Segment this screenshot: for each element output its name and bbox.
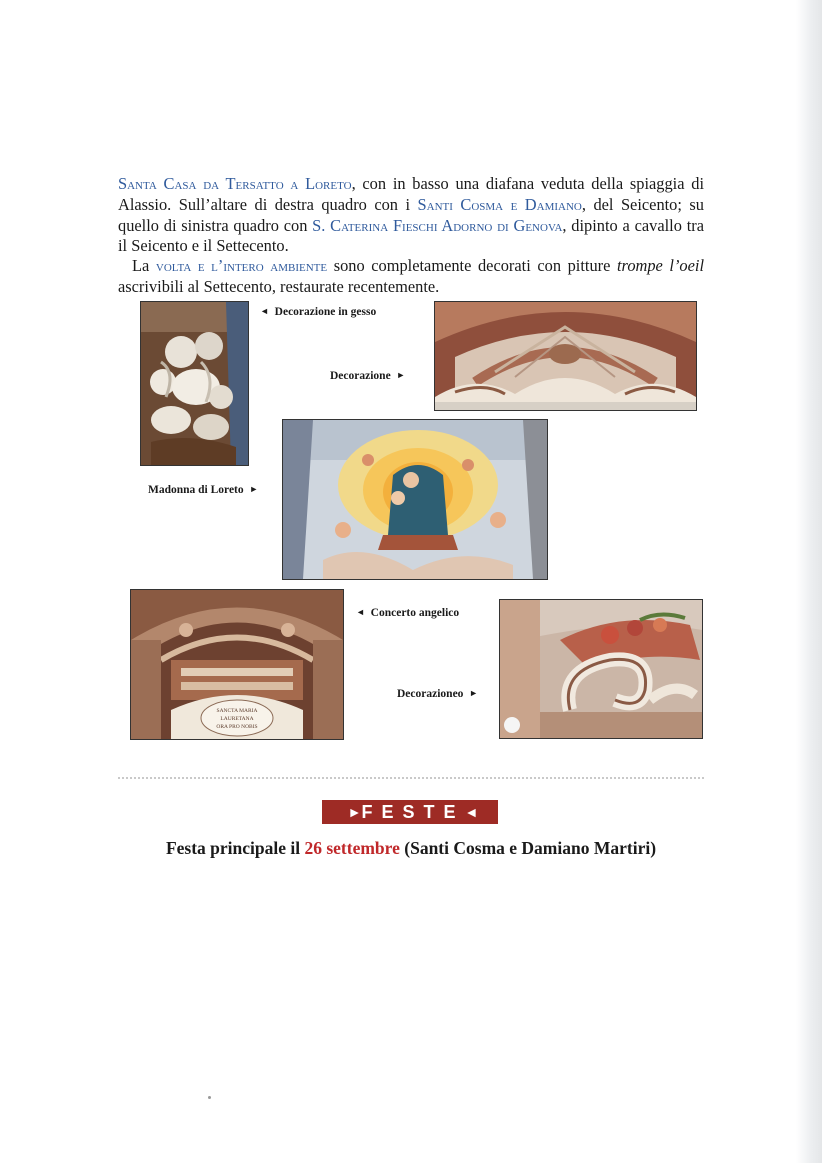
arrow-left-icon: ◄ [260,306,269,316]
paragraph-text: , dipinto a cavallo tra il Seicento e il Settecento. [118,215,704,256]
dotted-divider [118,777,704,779]
page-edge-shadow [796,0,822,1163]
paragraph-text: La [132,256,156,276]
arrow-right-icon: ► [469,688,479,698]
photo-decorazione-arco [434,301,697,411]
caption-text: Madonna di Loreto [148,484,244,496]
link-volta: volta e l’intero ambiente [155,256,328,276]
italic-trompe-loeil: trompe l’oeil [617,256,705,276]
triangle-left-icon: ◄ [464,804,479,820]
caption-decorazione [330,370,405,382]
photo-madonna-loreto [282,419,548,580]
arrow-right-icon: ► [249,484,259,494]
photo-decorazioneo [499,599,703,739]
caption-text: Decorazione in gesso [274,306,377,318]
caption-text: Concerto angelico [370,607,460,619]
photo-decorazione-gesso [140,301,249,466]
scan-speck [208,1096,211,1099]
paragraph-text: ascrivibili al Settecento, restaurate recentemente. [118,276,440,296]
festa-principale [0,838,822,859]
festa-text: Festa principale il [165,838,305,858]
caption-decorazioneo [397,688,478,700]
photo-concerto-angelico [130,589,344,740]
paragraph-santa-casa [118,174,704,256]
triangle-right-icon: ► [347,804,362,820]
plaque-text: ORA PRO NOBIS [216,724,258,730]
feste-label: FESTE [361,801,465,822]
caption-madonna-loreto [148,484,258,496]
paragraph-text: , con in basso una diafana veduta della spiaggia di Alassio. Sull’altare di destra quadro con i [118,174,704,214]
caption-text: Decorazione [330,370,391,382]
plaque-text: LAURETANA [220,716,254,722]
caption-text: Decorazioneo [397,688,464,700]
link-s-caterina: S. Caterina Fieschi Adorno di Genova [312,215,563,235]
caption-decorazione-gesso [260,306,376,318]
link-santi-cosma: Santi Cosma e Damiano [417,194,582,214]
paragraph-text: sono completamente decorati con pitture [327,256,617,276]
paragraph-volta [118,256,704,297]
link-santa-casa: Santa Casa da Tersatto a Loreto [118,174,352,194]
paragraph-text: , del Seicento; su quello di sinistra quadro con [118,194,704,235]
festa-text: (Santi Cosma e Damiano Martiri) [399,838,657,858]
feste-banner [322,800,498,824]
arrow-left-icon: ◄ [356,607,365,617]
caption-concerto-angelico [356,607,459,619]
arrow-right-icon: ► [396,370,406,380]
festa-date: 26 settembre [304,838,400,858]
plaque-text: SANCTA MARIA [216,708,258,714]
